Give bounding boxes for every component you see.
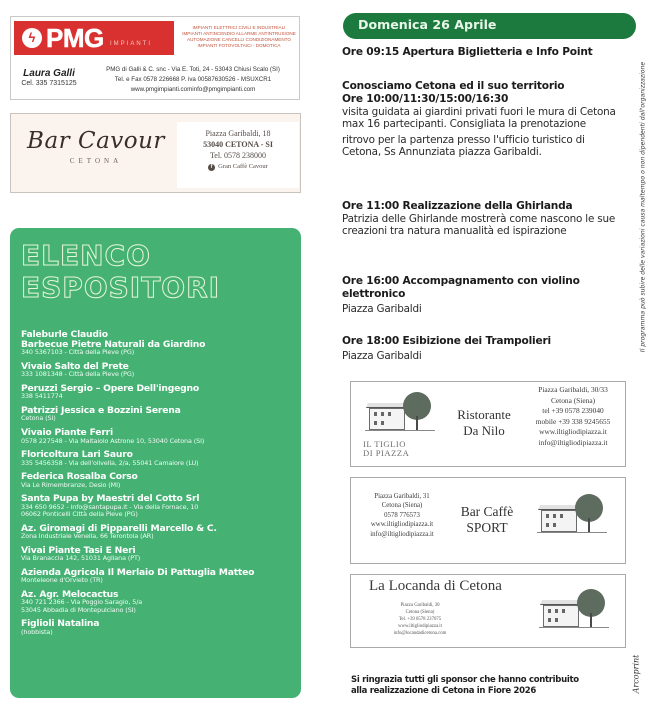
exhibitor-details: Via Branaccia 142, 51031 Agliana (PT)	[21, 554, 141, 563]
exhibitor-item	[21, 472, 297, 489]
sponsor-thanks	[351, 675, 621, 697]
exhibitor-name: Vivaio Salto del Prete	[21, 360, 129, 372]
info-line: tel +39 0578 239040	[542, 406, 604, 416]
day-banner	[343, 13, 636, 39]
info-link[interactable]: info@iltigliodipiazza.it	[370, 530, 434, 538]
info-line: 0578 776573	[384, 511, 420, 519]
exhibitor-details: Via Le Rimembranze, Desio (MI)	[21, 480, 121, 489]
pmg-info	[87, 65, 299, 95]
exhibitor-name: Peruzzi Sergio – Opere Dell'ingegno	[21, 382, 199, 394]
info-line: Cetona (Siena)	[381, 502, 423, 510]
program-event	[342, 80, 624, 159]
bar-sport-name	[449, 504, 525, 536]
info-link[interactable]: info@locandadicetona.com	[393, 631, 447, 636]
event-heading: Ore 16:00 Accompagnamento con violino elettronico	[342, 275, 580, 300]
exhibitor-item	[21, 406, 297, 423]
event-description: visita guidata ai giardini privati fuori le mura di Cetona max 16 partecipanti. Consigliata la prenotazione	[342, 106, 616, 131]
pmg-info-line: Tel. e Fax 0578 226668 P. iva 00587630526 - MSUXCR1	[114, 76, 272, 83]
exhibitor-item	[21, 524, 297, 541]
exhibitor-list-panel	[10, 228, 301, 698]
info-line: mobile +39 338 9245655	[535, 416, 611, 426]
exhibitor-details: (hobbista)	[21, 627, 53, 636]
exhibitor-name: Santa Pupa by Maestri del Cotto Srl	[21, 493, 200, 505]
exhibitor-item	[21, 619, 297, 636]
da-nilo-name	[447, 407, 521, 439]
name-line: Bar Caffè	[460, 504, 514, 519]
exhibitor-details: 0578 227548 - Via Maltaiolo Astrone 10, 53040 Cetona (SI)	[21, 436, 205, 445]
exhibitor-item	[21, 546, 297, 563]
exhibitor-details: 06062 Ponticelli Città della Pieve (PG)	[21, 510, 138, 519]
info-line: Cetona (Siena)	[405, 610, 435, 615]
bar-cavour-address: Piazza Garibaldi, 18	[205, 129, 271, 138]
bar-cavour-city: 53040 CETONA - SI	[203, 140, 273, 149]
exhibitor-name: Azienda Agricola Il Merlaio Di Pattuglia Matteo	[21, 566, 255, 578]
event-description: Piazza Garibaldi	[342, 303, 422, 315]
program-event	[342, 200, 624, 238]
disclaimer-text: Il programma può subire delle variazioni causa maltempo o non dipendenti dall'organizzazione	[639, 61, 647, 353]
exhibitor-details: Cetona (SI)	[21, 414, 56, 423]
pmg-service: IMPIANTI FOTOVOLTAICI - DOMOTICA	[197, 43, 281, 48]
bar-cavour-facebook[interactable]	[177, 161, 299, 173]
exhibitor-name: Floricoltura Lari Sauro	[21, 449, 133, 461]
bar-cavour-facebook-name: Gran Caffè Cavour	[218, 163, 268, 170]
exhibitor-details: 53045 Abbadia di Montepulciano (SI)	[21, 605, 136, 614]
lightning-icon: ϟ	[22, 28, 42, 48]
event-heading: Ore 10:00/11:30/15:00/16:30	[342, 93, 509, 105]
program-event	[342, 275, 624, 315]
bar-caffe-sport-ad	[350, 477, 626, 564]
villa-illustration	[369, 392, 433, 434]
name-line: Ristorante	[457, 407, 511, 422]
info-link[interactable]: info@iltigliodipiazza.it	[538, 437, 608, 447]
locanda-info	[381, 602, 459, 637]
program-event	[342, 46, 624, 59]
exhibitor-name: Az. Giromagi di Pipparelli Marcello & C.	[21, 522, 217, 534]
info-line: Tel. +39 0578 237075	[398, 617, 442, 622]
exhibitor-details: 340 721 2366 - Via Poggio Saragio, 5/a	[21, 598, 143, 607]
info-line: Cetona (Siena)	[550, 395, 596, 405]
exhibitor-item	[21, 428, 297, 445]
bar-sport-info	[355, 492, 449, 539]
info-line: Piazza Garibaldi, 30	[400, 603, 440, 608]
exhibitor-name: Figlioli Natalina	[21, 618, 100, 630]
exhibitor-item	[21, 568, 297, 585]
exhibitor-name: Az. Agr. Melocactus	[21, 588, 119, 600]
program-disclaimer	[638, 42, 648, 372]
exhibitor-subtitle: Barbecue Pietre Naturali da Giardino	[21, 338, 206, 350]
pmg-logo-subtext: IMPIANTI	[110, 41, 153, 47]
da-nilo-info	[521, 385, 625, 449]
name-line: SPORT	[466, 520, 508, 535]
pmg-impianti-ad	[10, 16, 300, 100]
pmg-info-line: PMG di Galli & C. snc - Via E. Toti, 24 - 53043 Chiusi Scalo (SI)	[106, 66, 280, 73]
pmg-contact-phone: Cel. 335 7315125	[21, 80, 77, 87]
locanda-di-cetona-ad	[350, 574, 626, 648]
info-line: Piazza Garibaldi, 30/33	[538, 385, 608, 394]
pmg-service: IMPIANTI ELETTRICI CIVILI E INDUSTRIALI	[192, 25, 286, 30]
exhibitor-list	[21, 330, 297, 641]
exhibitor-details: 335 5456358 - Via dell'olivella, 2/a, 55041 Camaiore (LU)	[21, 458, 199, 467]
event-heading: Conosciamo Cetona ed il suo territorio	[342, 80, 565, 92]
pmg-service: AUTOMAZIONE CANCELLI CONDIZIONAMENTO	[187, 37, 291, 42]
title-line: ESPOSITORI	[21, 271, 221, 304]
name-line: Da Nilo	[463, 423, 505, 438]
exhibitor-item	[21, 494, 297, 518]
event-heading: Ore 09:15 Apertura Biglietteria e Info Point	[342, 46, 593, 58]
exhibitor-details: 340 5367103 - Città della Pieve (PG)	[21, 348, 135, 357]
exhibitor-item	[21, 362, 297, 379]
pmg-services	[177, 25, 301, 49]
info-link[interactable]: www.iltigliodipiazza.it	[398, 624, 442, 629]
event-description: Piazza Garibaldi	[342, 350, 422, 362]
printer-signature-logo	[629, 645, 643, 703]
logo-line: DI PIAZZA	[363, 448, 410, 458]
exhibitor-details: 333 1081348 - Città della Pieve (PG)	[21, 370, 135, 379]
exhibitor-item	[21, 384, 297, 401]
bar-cavour-ad	[10, 113, 301, 193]
event-heading: Ore 11:00 Realizzazione della Ghirlanda	[342, 200, 573, 212]
info-link[interactable]: www.iltigliodipiazza.it	[370, 521, 434, 529]
program-event	[342, 335, 624, 362]
exhibitor-name: Vivai Piante Tasi E Neri	[21, 544, 136, 556]
pmg-logo-text: PMG	[46, 23, 104, 53]
exhibitor-name: Faleburle Claudio	[21, 329, 108, 340]
thanks-line: Si ringrazia tutti gli sponsor che hanno contribuito	[351, 675, 579, 685]
info-link[interactable]: www.iltigliodipiazza.it	[539, 427, 607, 437]
info-line: Piazza Garibaldi, 31	[374, 493, 430, 500]
ristorante-da-nilo-ad	[350, 381, 626, 467]
title-line: ELENCO	[21, 239, 151, 272]
villa-illustration	[541, 494, 605, 536]
bar-cavour-phone: Tel. 0578 238000	[209, 151, 267, 160]
exhibitor-details: 338 5411774	[21, 392, 63, 401]
facebook-icon: f	[208, 164, 215, 171]
exhibitor-name: Vivaio Piante Ferri	[21, 426, 113, 438]
signature-text: Arcoprint	[631, 654, 641, 694]
exhibitor-name: Federica Rosalba Corso	[21, 471, 138, 483]
bar-cavour-logo	[17, 128, 175, 165]
event-description: Patrizia delle Ghirlande mostrerà come nascono le sue creazioni tra natura manualità ed ispirazione	[342, 213, 616, 238]
pmg-logo-band	[14, 21, 174, 55]
event-description: ritrovo per la partenza presso l'ufficio turistico di Cetona, Ss Annunziata piazza Garibaldi.	[342, 133, 585, 159]
exhibitor-name: Patrizzi Jessica e Bozzini Serena	[21, 404, 181, 416]
bar-cavour-logo-city: CETONA	[69, 157, 123, 165]
pmg-service: IMPIANTI ANTINCENDIO ALLARME ANTINTRUSIONE	[182, 31, 296, 36]
exhibitor-details: Monteleone d'Orvieto (TR)	[21, 576, 103, 585]
exhibitor-details: Zona Industriale Venella, 66 Terontola (AR)	[21, 532, 154, 541]
exhibitor-details: 334 650 9652 - info@santapupa.it - Via della Fornace, 10	[21, 502, 199, 511]
pmg-info-line[interactable]: www.pmgimpianti.cominfo@pmgimpianti.com	[130, 86, 256, 93]
exhibitor-list-title	[21, 240, 220, 304]
day-title: Domenica 26 Aprile	[358, 17, 497, 32]
bar-cavour-info	[177, 122, 299, 188]
event-heading: Ore 18:00 Esibizione dei Trampolieri	[342, 335, 551, 347]
pmg-contact	[17, 68, 81, 87]
villa-illustration	[543, 589, 607, 631]
thanks-line: alla realizzazione di Cetona in Fiore 2026	[351, 686, 536, 696]
exhibitor-item	[21, 590, 297, 614]
logo-line: IL TIGLIO	[363, 439, 406, 449]
pmg-contact-name: Laura Galli	[23, 68, 75, 79]
bar-cavour-logo-text: Bar Cavour	[27, 128, 165, 154]
il-tiglio-logo	[363, 440, 409, 458]
locanda-name: La Locanda di Cetona	[369, 578, 502, 594]
exhibitor-item	[21, 330, 297, 356]
exhibitor-item	[21, 450, 297, 467]
